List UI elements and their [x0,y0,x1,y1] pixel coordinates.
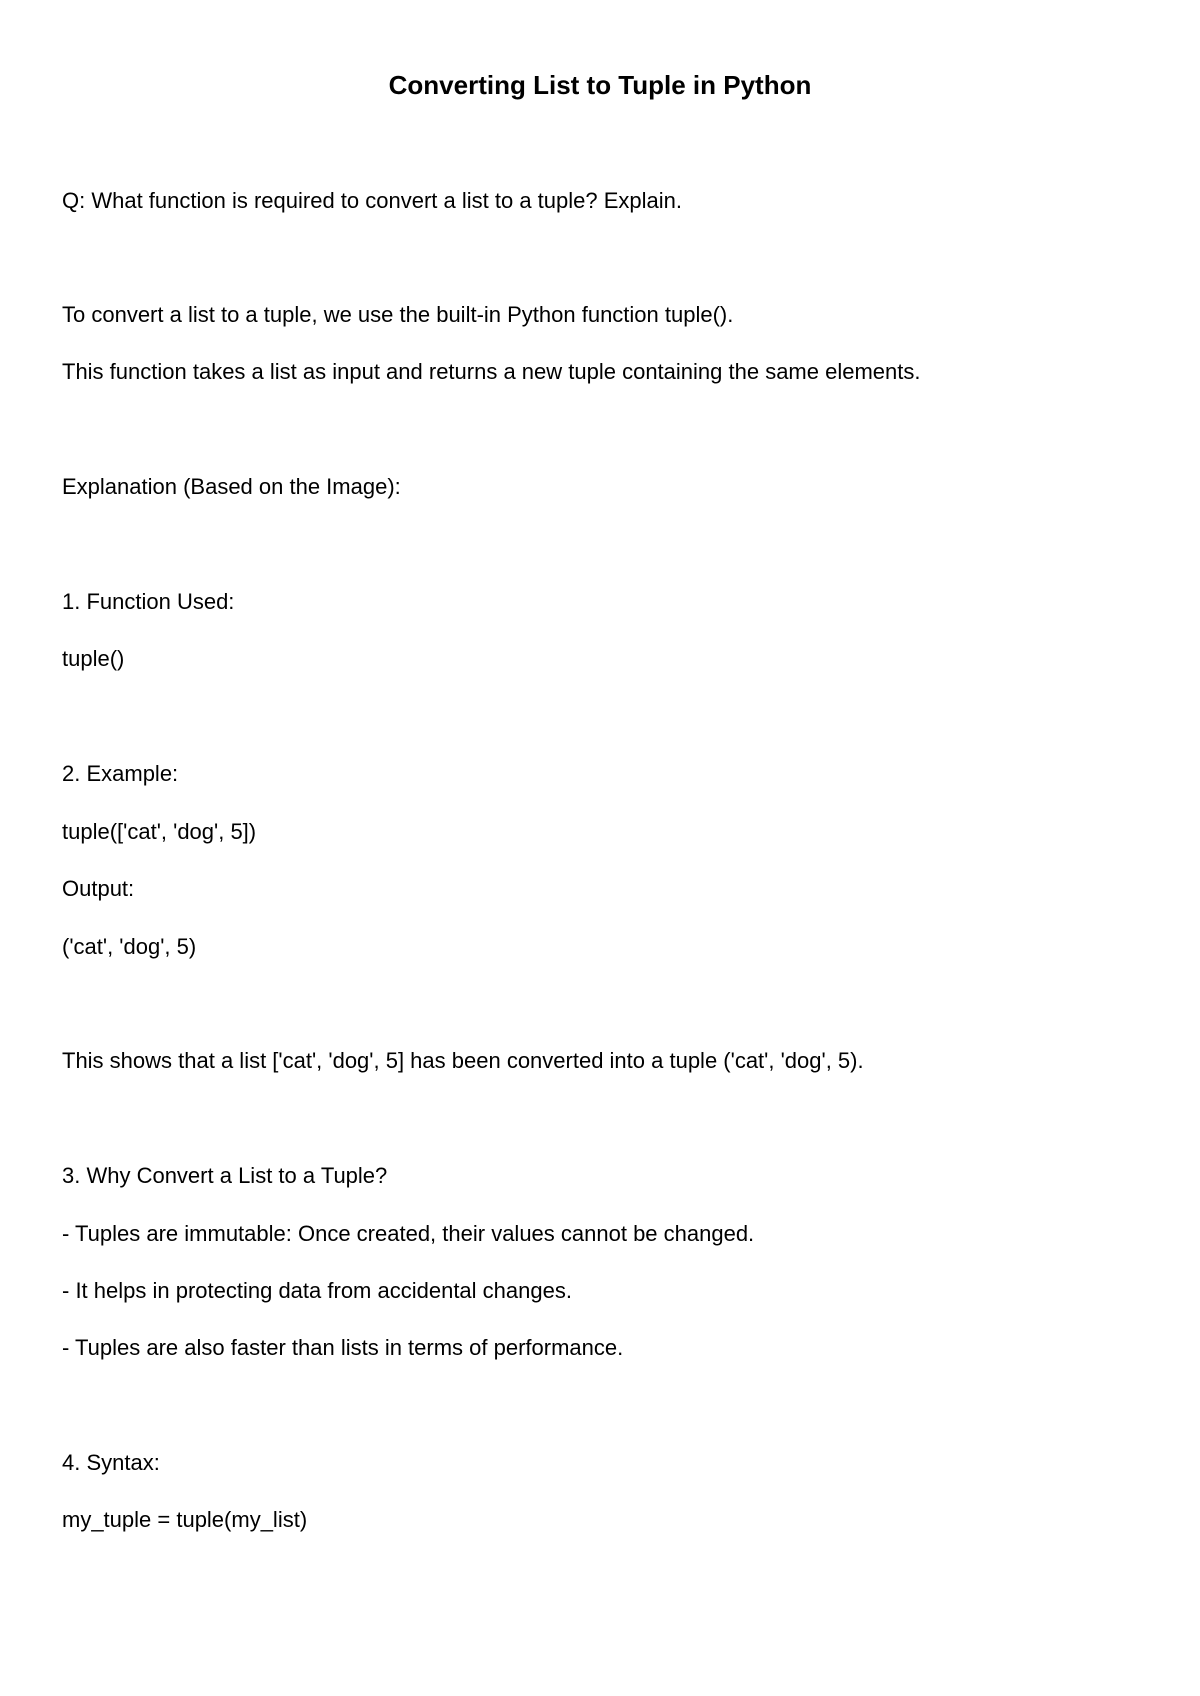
output-label: Output: [62,876,135,901]
example-summary: This shows that a list ['cat', 'dog', 5] has been converted into a tuple ('cat', 'dog', 5). [62,1048,864,1073]
section-heading-why-convert: 3. Why Convert a List to a Tuple? [62,1163,388,1188]
section-heading-syntax: 4. Syntax: [62,1450,160,1475]
page-title: Converting List to Tuple in Python [388,70,812,100]
example-code: tuple(['cat', 'dog', 5]) [62,819,257,844]
explanation-heading: Explanation (Based on the Image): [62,474,401,499]
bullet-point: - Tuples are also faster than lists in terms of performance. [62,1335,624,1360]
section-heading-example: 2. Example: [62,761,179,786]
intro-line: To convert a list to a tuple, we use the built-in Python function tuple(). [62,302,734,327]
syntax-code: my_tuple = tuple(my_list) [62,1507,308,1532]
intro-line: This function takes a list as input and returns a new tuple containing the same elements. [62,359,921,384]
bullet-point: - Tuples are immutable: Once created, their values cannot be changed. [62,1221,755,1246]
function-name: tuple() [62,646,125,671]
section-heading-function-used: 1. Function Used: [62,589,235,614]
bullet-point: - It helps in protecting data from accidental changes. [62,1278,572,1303]
example-output: ('cat', 'dog', 5) [62,934,197,959]
question-text: Q: What function is required to convert a list to a tuple? Explain. [62,188,682,213]
